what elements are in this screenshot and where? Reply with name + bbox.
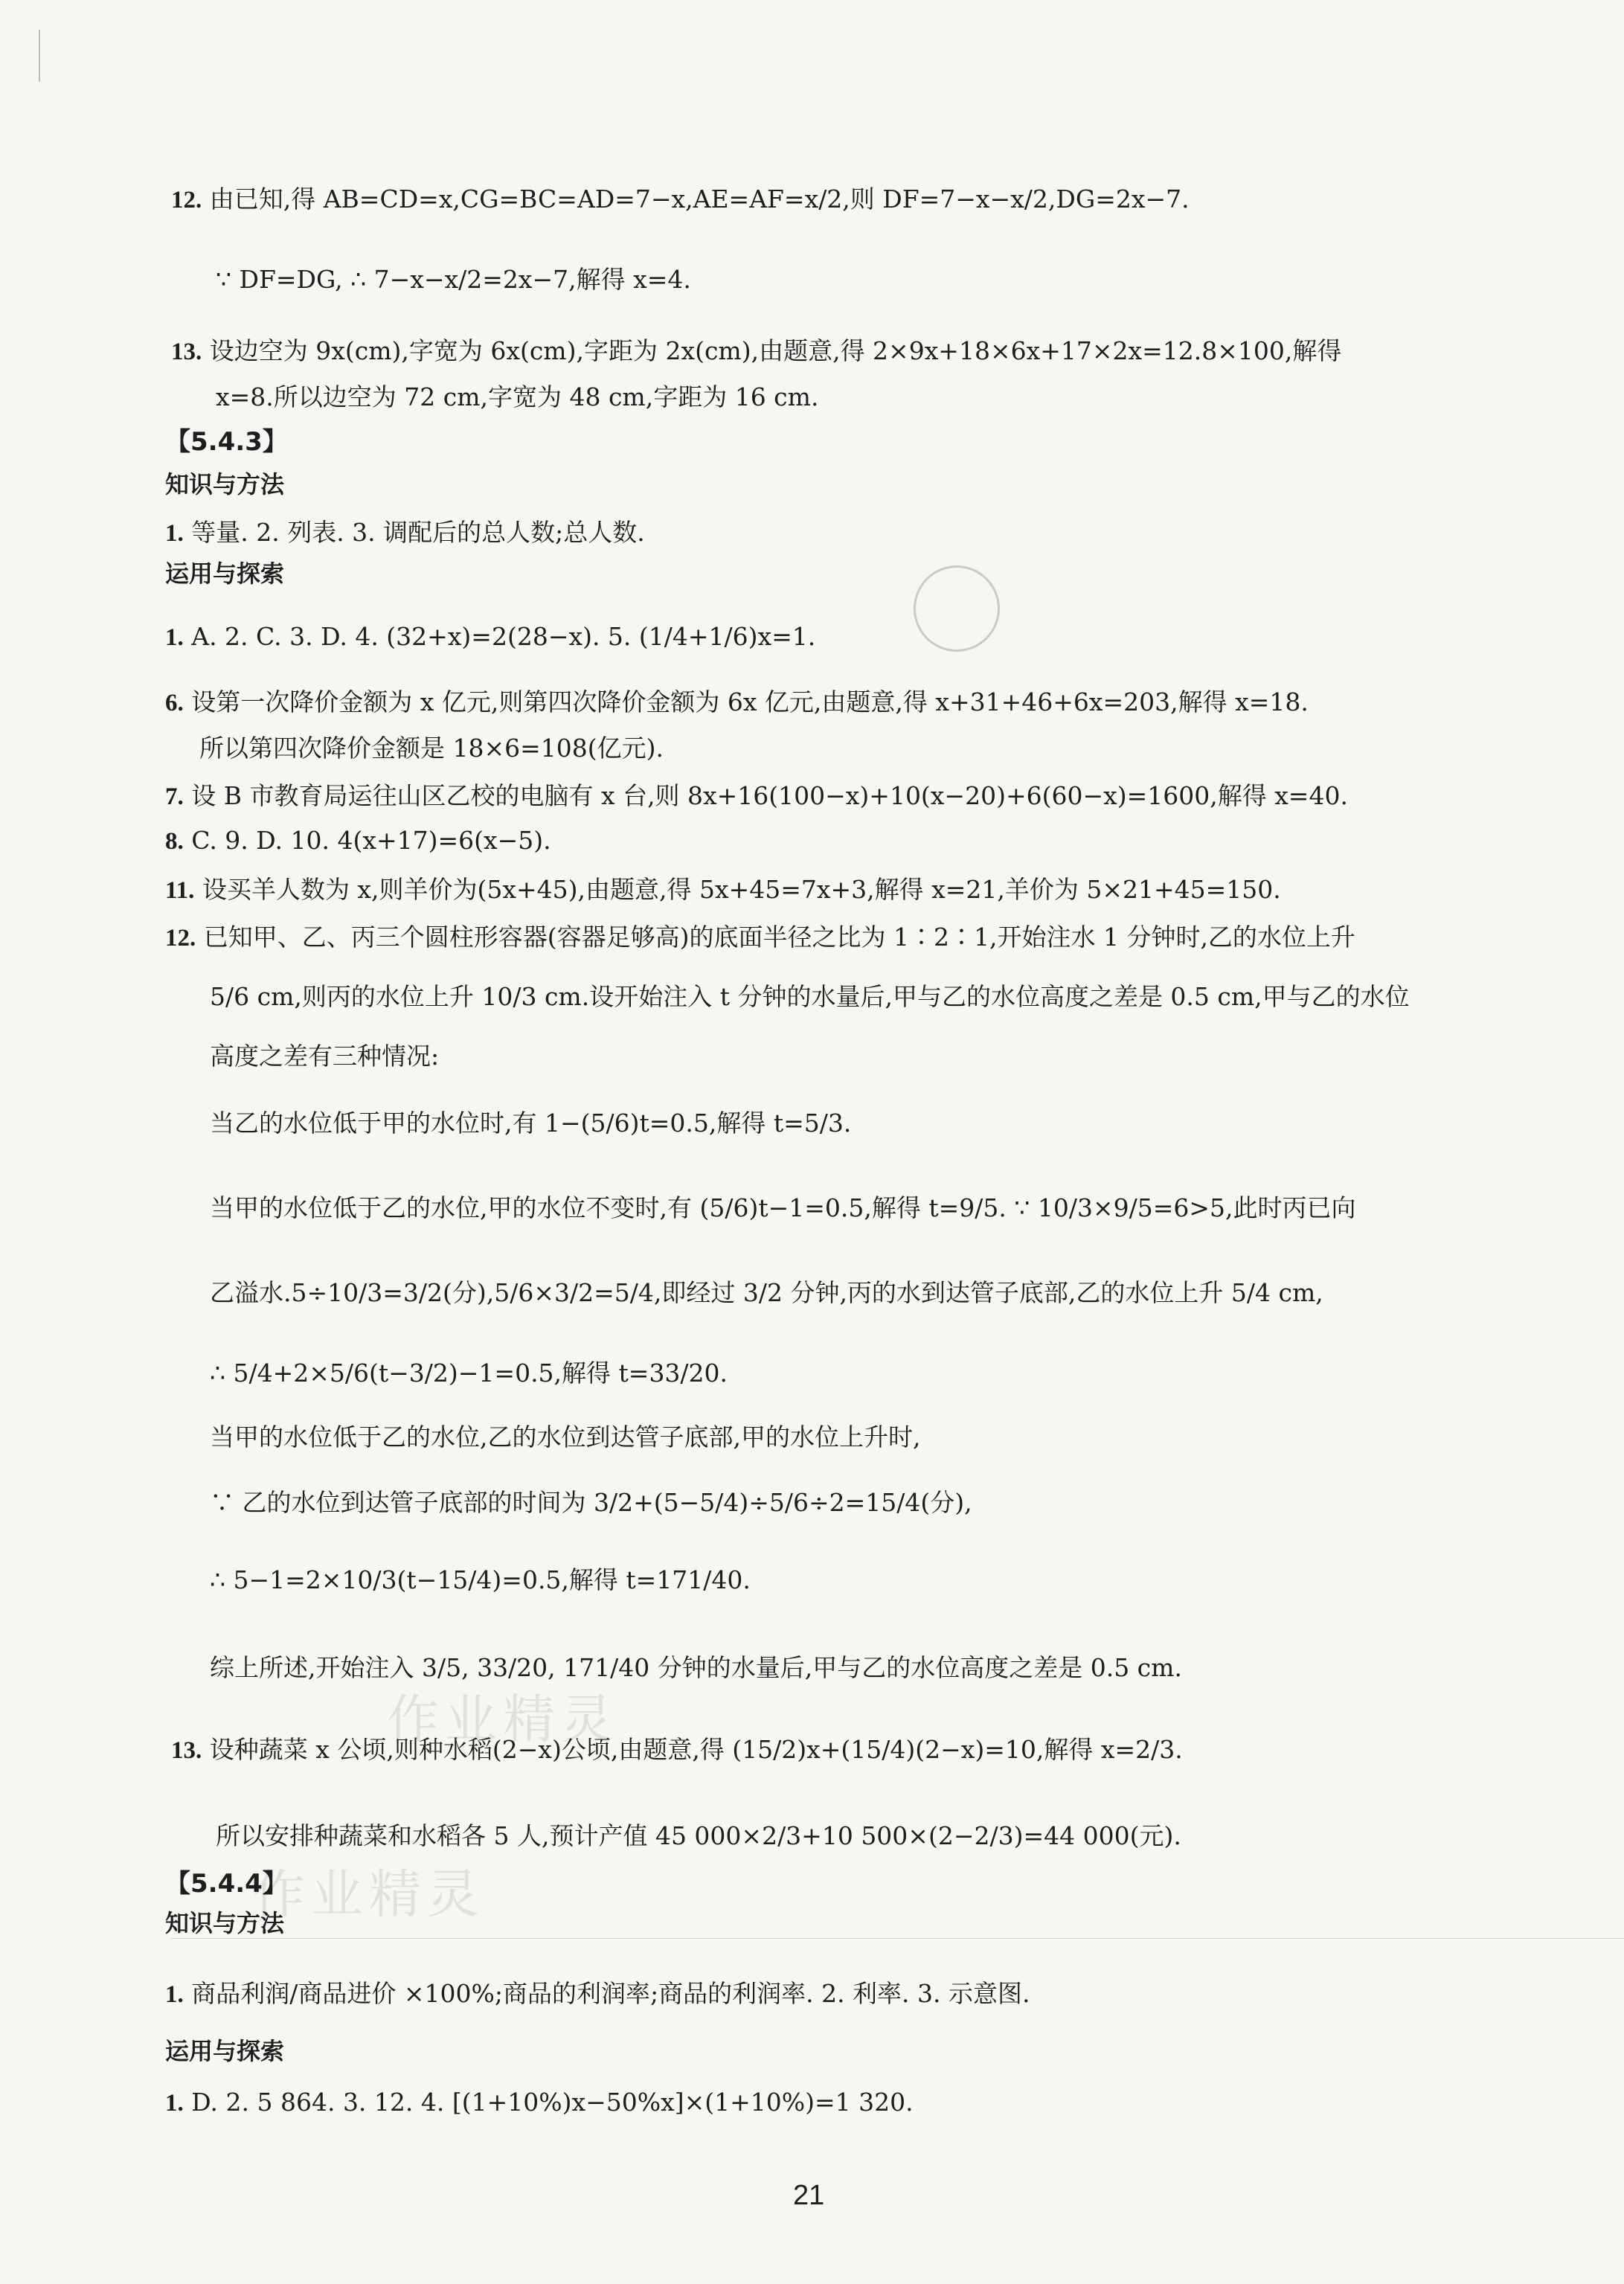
text-line — [165, 781, 1348, 812]
item-number: 11. — [165, 877, 195, 904]
text-line — [216, 1821, 1181, 1851]
item-number: 13. — [171, 1737, 202, 1764]
item-number: 12. — [171, 187, 202, 214]
line-text: 设第一次降价金额为 x 亿元,则第四次降价金额为 6x 亿元,由题意,得 x+31+46+6x=203,解得 x=18. — [191, 687, 1309, 716]
item-number: 1. — [165, 1981, 184, 2008]
item-number: 7. — [165, 783, 184, 810]
line-text: 设边空为 9x(cm),字宽为 6x(cm),字距为 2x(cm),由题意,得 2×9x+18×6x+17×2x=12.8×100,解得 — [209, 336, 1342, 365]
text-line — [165, 427, 288, 458]
line-text: 运用与探索 — [165, 559, 285, 588]
text-line — [165, 2037, 284, 2065]
line-text: 当乙的水位低于甲的水位时,有 1−(5/6)t=0.5,解得 t=5/3. — [210, 1109, 852, 1138]
item-number: 13. — [171, 339, 202, 365]
text-line — [165, 687, 1309, 719]
line-text: 所以安排种蔬菜和水稻各 5 人,预计产值 45 000×2/3+10 500×(2−2/3)=44 000(元). — [216, 1821, 1181, 1850]
line-text: 【5.4.3】 — [165, 427, 288, 457]
line-text: C. 9. D. 10. 4(x+17)=6(x−5). — [191, 826, 551, 855]
line-text: ∵ 乙的水位到达管子底部的时间为 3/2+(5−5/4)÷5/6÷2=15/4(分), — [210, 1488, 972, 1517]
text-line — [210, 1042, 439, 1071]
text-line — [210, 1488, 972, 1518]
line-text: 商品利润/商品进价 ×100%;商品的利润率;商品的利润率. 2. 利率. 3. 示意图. — [191, 1979, 1030, 2008]
line-text: 当甲的水位低于乙的水位,甲的水位不变时,有 (5/6)t−1=0.5,解得 t=9/5. ∵ 10/3×9/5=6>5,此时丙已向 — [210, 1193, 1356, 1222]
line-text: x=8.所以边空为 72 cm,字宽为 48 cm,字距为 16 cm. — [216, 382, 819, 411]
text-line — [210, 1653, 1182, 1683]
line-text: 设种蔬菜 x 公顷,则种水稻(2−x)公顷,由题意,得 (15/2)x+(15/4)(2−x)=10,解得 x=2/3. — [209, 1735, 1183, 1764]
item-number: 1. — [165, 2090, 184, 2117]
text-line — [210, 1278, 1323, 1308]
text-line — [165, 1909, 284, 1937]
text-line — [165, 1979, 1030, 2010]
divider — [171, 1938, 1624, 1939]
text-line — [216, 265, 691, 295]
line-text: 已知甲、乙、丙三个圆柱形容器(容器足够高)的底面半径之比为 1∶2∶1,开始注水 1 分钟时,乙的水位上升 — [203, 923, 1355, 952]
item-number: 12. — [165, 925, 196, 952]
item-number: 8. — [165, 828, 184, 855]
line-text: 设 B 市教育局运往山区乙校的电脑有 x 台,则 8x+16(100−x)+10(x−20)+6(60−x)=1600,解得 x=40. — [191, 781, 1348, 810]
line-text: 运用与探索 — [165, 2037, 285, 2065]
text-line — [171, 336, 1341, 368]
text-line — [210, 1422, 920, 1452]
line-text: ∵ DF=DG, ∴ 7−x−x/2=2x−7,解得 x=4. — [216, 265, 691, 294]
line-text: 等量. 2. 列表. 3. 调配后的总人数;总人数. — [191, 518, 645, 547]
text-line — [171, 1735, 1183, 1766]
line-text: 设买羊人数为 x,则羊价为(5x+45),由题意,得 5x+45=7x+3,解得 x=21,羊价为 5×21+45=150. — [202, 875, 1281, 904]
text-line — [210, 1358, 728, 1388]
item-number: 1. — [165, 520, 184, 547]
line-text: A. 2. C. 3. D. 4. (32+x)=2(28−x). 5. (1/4+1/6)x=1. — [191, 622, 816, 651]
text-line — [199, 734, 664, 763]
line-text: 乙溢水.5÷10/3=3/2(分),5/6×3/2=5/4,即经过 3/2 分钟,丙的水到达管子底部,乙的水位上升 5/4 cm, — [210, 1278, 1323, 1307]
line-text: 高度之差有三种情况: — [210, 1042, 440, 1071]
text-line — [216, 382, 818, 412]
stamp-seal — [914, 565, 1000, 652]
text-line — [210, 1193, 1355, 1223]
line-text: ∴ 5−1=2×10/3(t−15/4)=0.5,解得 t=171/40. — [210, 1565, 751, 1594]
text-line — [171, 185, 1190, 216]
line-text: 所以第四次降价金额是 18×6=108(亿元). — [199, 734, 664, 763]
line-text: 知识与方法 — [165, 1909, 285, 1937]
line-text: 5/6 cm,则丙的水位上升 10/3 cm.设开始注入 t 分钟的水量后,甲与乙的水位高度之差是 0.5 cm,甲与乙的水位 — [210, 982, 1410, 1011]
line-text: 由已知,得 AB=CD=x,CG=BC=AD=7−x,AE=AF=x/2,则 DF=7−x−x/2,DG=2x−7. — [209, 185, 1190, 214]
text-line — [210, 1109, 851, 1138]
text-line — [165, 518, 645, 549]
line-text: 知识与方法 — [165, 470, 285, 498]
text-line — [165, 2088, 914, 2119]
text-line — [165, 826, 551, 857]
text-line — [210, 1565, 751, 1595]
text-line — [165, 923, 1355, 954]
text-line — [210, 982, 1410, 1012]
text-line — [165, 875, 1281, 906]
watermark: 作业精灵 — [253, 1864, 485, 1925]
line-text: 综上所述,开始注入 3/5, 33/20, 171/40 分钟的水量后,甲与乙的水位高度之差是 0.5 cm. — [210, 1653, 1182, 1682]
page-number: 21 — [793, 2180, 825, 2211]
text-line — [165, 559, 284, 588]
text-line — [165, 1869, 288, 1899]
watermark: 作业精灵 — [387, 1689, 619, 1750]
text-line — [165, 622, 815, 653]
line-text: ∴ 5/4+2×5/6(t−3/2)−1=0.5,解得 t=33/20. — [210, 1358, 728, 1388]
line-text: D. 2. 5 864. 3. 12. 4. [(1+10%)x−50%x]×(1+10%)=1 320. — [191, 2088, 914, 2117]
item-number: 6. — [165, 690, 184, 716]
item-number: 1. — [165, 624, 184, 651]
text-line — [165, 470, 284, 498]
line-text: 当甲的水位低于乙的水位,乙的水位到达管子底部,甲的水位上升时, — [210, 1422, 921, 1451]
line-text: 【5.4.4】 — [165, 1869, 288, 1899]
margin-mark — [39, 30, 40, 82]
